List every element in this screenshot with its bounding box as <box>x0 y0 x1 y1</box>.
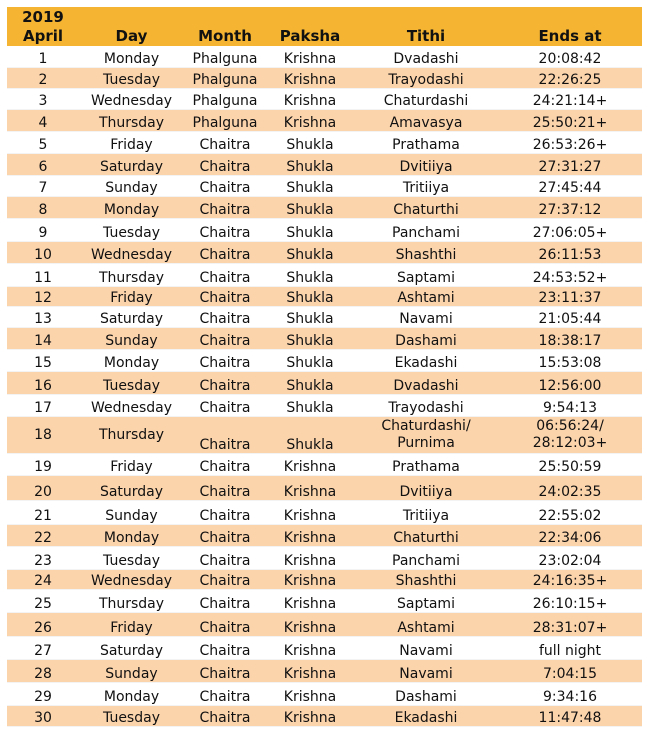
cell-month: Chaitra <box>184 175 266 196</box>
cell-day: Monday <box>79 349 184 371</box>
table-row <box>7 590 642 612</box>
cell-day: Friday <box>79 131 184 153</box>
cell-month: Phalguna <box>184 110 266 131</box>
cell-tithi: Navami <box>354 306 498 327</box>
cell-ends: 9:54:13 <box>498 394 642 416</box>
cell-ends: 23:02:04 <box>498 547 642 569</box>
cell-tithi: Panchami <box>354 547 498 569</box>
cell-month: Chaitra <box>184 286 266 306</box>
cell-day: Thursday <box>79 264 184 286</box>
cell-tithi: Trayodashi <box>354 394 498 416</box>
cell-month: Chaitra <box>184 131 266 153</box>
cell-paksha: Krishna <box>266 590 354 612</box>
cell-day: Wednesday <box>79 89 184 110</box>
cell-paksha: Krishna <box>266 660 354 682</box>
cell-tithi <box>354 416 498 453</box>
cell-paksha: Shukla <box>266 241 354 263</box>
cell-date: 10 <box>7 241 79 263</box>
cell-date: 30 <box>7 706 79 727</box>
cell-tithi: Chaturthi <box>354 196 498 218</box>
cell-ends: 25:50:59 <box>498 453 642 475</box>
cell-ends: 23:11:37 <box>498 286 642 306</box>
cell-day: Tuesday <box>79 372 184 394</box>
cell-day: Saturday <box>79 637 184 660</box>
cell-date: 12 <box>7 286 79 306</box>
cell-month: Chaitra <box>184 660 266 682</box>
panchang-table <box>7 7 642 727</box>
cell-tithi: Dashami <box>354 328 498 349</box>
cell-date: 2 <box>7 67 79 88</box>
table-row <box>7 175 642 196</box>
cell-paksha: Shukla <box>266 416 354 453</box>
cell-tithi-line1: Chaturdashi/ <box>381 417 471 434</box>
cell-ends: 22:55:02 <box>498 500 642 524</box>
cell-tithi: Prathama <box>354 131 498 153</box>
cell-day: Monday <box>79 196 184 218</box>
cell-paksha: Shukla <box>266 286 354 306</box>
cell-day: Tuesday <box>79 67 184 88</box>
cell-day: Thursday <box>79 416 184 453</box>
cell-month: Chaitra <box>184 241 266 263</box>
cell-ends: 18:38:17 <box>498 328 642 349</box>
cell-paksha: Krishna <box>266 500 354 524</box>
cell-paksha: Krishna <box>266 524 354 546</box>
table-row <box>7 453 642 475</box>
table-row <box>7 196 642 218</box>
cell-ends-line2: 28:12:03+ <box>532 434 608 451</box>
cell-month: Chaitra <box>184 453 266 475</box>
header-row <box>7 26 642 45</box>
cell-ends-line1: 06:56:24/ <box>536 417 604 434</box>
table-row <box>7 349 642 371</box>
cell-date: 14 <box>7 328 79 349</box>
cell-tithi: Dvadashi <box>354 46 498 67</box>
cell-paksha: Krishna <box>266 706 354 727</box>
cell-tithi: Dvadashi <box>354 372 498 394</box>
cell-day: Tuesday <box>79 706 184 727</box>
cell-ends: 24:16:35+ <box>498 569 642 589</box>
cell-month: Chaitra <box>184 219 266 241</box>
header-day: Day <box>79 26 184 45</box>
cell-month: Chaitra <box>184 306 266 327</box>
cell-ends: 12:56:00 <box>498 372 642 394</box>
cell-paksha: Krishna <box>266 89 354 110</box>
table-row <box>7 131 642 153</box>
table-row <box>7 637 642 660</box>
cell-tithi: Ekadashi <box>354 706 498 727</box>
table-body <box>7 7 642 727</box>
cell-ends: full night <box>498 637 642 660</box>
cell-date: 20 <box>7 476 79 500</box>
cell-date: 7 <box>7 175 79 196</box>
cell-day: Thursday <box>79 110 184 131</box>
cell-tithi: Amavasya <box>354 110 498 131</box>
table-row <box>7 476 642 500</box>
header-year-row <box>7 7 642 26</box>
cell-paksha: Krishna <box>266 637 354 660</box>
table-row <box>7 286 642 306</box>
table-row <box>7 416 642 453</box>
table-row <box>7 46 642 67</box>
cell-date: 8 <box>7 196 79 218</box>
cell-ends: 7:04:15 <box>498 660 642 682</box>
cell-tithi-line2: Purnima <box>397 434 455 451</box>
year-label: 2019 <box>7 7 79 26</box>
cell-date: 4 <box>7 110 79 131</box>
cell-month: Chaitra <box>184 706 266 727</box>
cell-date: 26 <box>7 612 79 636</box>
cell-month: Chaitra <box>184 590 266 612</box>
cell-paksha: Shukla <box>266 264 354 286</box>
cell-paksha: Krishna <box>266 476 354 500</box>
cell-tithi: Dvitiiya <box>354 154 498 175</box>
table-row <box>7 612 642 636</box>
cell-day: Monday <box>79 46 184 67</box>
cell-date: 1 <box>7 46 79 67</box>
cell-month: Chaitra <box>184 524 266 546</box>
cell-paksha: Shukla <box>266 328 354 349</box>
table-row <box>7 241 642 263</box>
cell-paksha: Shukla <box>266 196 354 218</box>
cell-day: Saturday <box>79 476 184 500</box>
cell-day: Friday <box>79 286 184 306</box>
cell-paksha: Krishna <box>266 682 354 705</box>
cell-paksha: Krishna <box>266 612 354 636</box>
cell-tithi: Shashthi <box>354 569 498 589</box>
cell-tithi: Tritiiya <box>354 500 498 524</box>
cell-date: 23 <box>7 547 79 569</box>
cell-ends: 28:31:07+ <box>498 612 642 636</box>
cell-month: Chaitra <box>184 349 266 371</box>
cell-day: Sunday <box>79 660 184 682</box>
cell-paksha: Shukla <box>266 154 354 175</box>
cell-day: Tuesday <box>79 219 184 241</box>
cell-date: 5 <box>7 131 79 153</box>
cell-month: Chaitra <box>184 264 266 286</box>
cell-paksha: Shukla <box>266 394 354 416</box>
cell-month: Phalguna <box>184 67 266 88</box>
cell-paksha: Shukla <box>266 131 354 153</box>
table-row <box>7 306 642 327</box>
cell-paksha: Krishna <box>266 67 354 88</box>
cell-date: 13 <box>7 306 79 327</box>
cell-tithi: Navami <box>354 637 498 660</box>
cell-date: 25 <box>7 590 79 612</box>
cell-tithi: Ekadashi <box>354 349 498 371</box>
cell-month: Chaitra <box>184 637 266 660</box>
table-row <box>7 372 642 394</box>
cell-paksha: Shukla <box>266 306 354 327</box>
cell-date: 11 <box>7 264 79 286</box>
cell-date: 29 <box>7 682 79 705</box>
cell-day: Monday <box>79 682 184 705</box>
cell-date: 3 <box>7 89 79 110</box>
cell-month: Chaitra <box>184 682 266 705</box>
cell-ends: 20:08:42 <box>498 46 642 67</box>
cell-paksha: Shukla <box>266 175 354 196</box>
cell-date: 19 <box>7 453 79 475</box>
cell-day: Wednesday <box>79 394 184 416</box>
cell-day: Sunday <box>79 328 184 349</box>
cell-ends: 26:53:26+ <box>498 131 642 153</box>
cell-ends: 24:02:35 <box>498 476 642 500</box>
table-row <box>7 264 642 286</box>
cell-month: Chaitra <box>184 416 266 453</box>
cell-date: 18 <box>7 416 79 453</box>
cell-ends: 24:53:52+ <box>498 264 642 286</box>
cell-tithi: Panchami <box>354 219 498 241</box>
cell-month: Chaitra <box>184 569 266 589</box>
cell-month: Chaitra <box>184 196 266 218</box>
table-row <box>7 154 642 175</box>
cell-ends: 21:05:44 <box>498 306 642 327</box>
cell-tithi: Saptami <box>354 264 498 286</box>
table-row <box>7 660 642 682</box>
cell-ends: 15:53:08 <box>498 349 642 371</box>
cell-date: 15 <box>7 349 79 371</box>
cell-ends: 22:34:06 <box>498 524 642 546</box>
cell-ends <box>498 416 642 453</box>
cell-ends: 22:26:25 <box>498 67 642 88</box>
cell-date: 9 <box>7 219 79 241</box>
cell-ends: 24:21:14+ <box>498 89 642 110</box>
cell-day: Wednesday <box>79 569 184 589</box>
cell-date: 24 <box>7 569 79 589</box>
table-row <box>7 547 642 569</box>
cell-paksha: Shukla <box>266 372 354 394</box>
cell-paksha: Shukla <box>266 349 354 371</box>
header-month: Month <box>184 26 266 45</box>
cell-month: Chaitra <box>184 547 266 569</box>
table-row <box>7 706 642 727</box>
cell-date: 16 <box>7 372 79 394</box>
table-row <box>7 328 642 349</box>
cell-paksha: Shukla <box>266 219 354 241</box>
cell-ends: 26:11:53 <box>498 241 642 263</box>
cell-paksha: Krishna <box>266 110 354 131</box>
table-row <box>7 394 642 416</box>
cell-tithi: Trayodashi <box>354 67 498 88</box>
cell-ends: 25:50:21+ <box>498 110 642 131</box>
table-row <box>7 110 642 131</box>
table-row <box>7 67 642 88</box>
table-row <box>7 219 642 241</box>
cell-ends: 27:45:44 <box>498 175 642 196</box>
cell-day: Monday <box>79 524 184 546</box>
cell-tithi: Shashthi <box>354 241 498 263</box>
cell-date: 28 <box>7 660 79 682</box>
cell-ends: 27:31:27 <box>498 154 642 175</box>
cell-month: Chaitra <box>184 612 266 636</box>
cell-month: Chaitra <box>184 154 266 175</box>
cell-day: Friday <box>79 612 184 636</box>
cell-day: Tuesday <box>79 547 184 569</box>
header-ends: Ends at <box>498 26 642 45</box>
cell-day: Saturday <box>79 306 184 327</box>
cell-tithi: Dvitiiya <box>354 476 498 500</box>
header-paksha: Paksha <box>266 26 354 45</box>
cell-date: 22 <box>7 524 79 546</box>
cell-date: 6 <box>7 154 79 175</box>
cell-paksha: Krishna <box>266 453 354 475</box>
table-row <box>7 569 642 589</box>
cell-ends: 26:10:15+ <box>498 590 642 612</box>
cell-tithi: Saptami <box>354 590 498 612</box>
cell-month: Chaitra <box>184 328 266 349</box>
table-row <box>7 524 642 546</box>
cell-tithi: Tritiiya <box>354 175 498 196</box>
header-tithi: Tithi <box>354 26 498 45</box>
table-row <box>7 500 642 524</box>
cell-month: Chaitra <box>184 476 266 500</box>
table-row <box>7 89 642 110</box>
cell-day: Wednesday <box>79 241 184 263</box>
cell-ends: 27:37:12 <box>498 196 642 218</box>
cell-tithi: Ashtami <box>354 286 498 306</box>
cell-month: Phalguna <box>184 89 266 110</box>
cell-day: Sunday <box>79 500 184 524</box>
cell-day: Thursday <box>79 590 184 612</box>
cell-month: Phalguna <box>184 46 266 67</box>
table-row <box>7 682 642 705</box>
cell-date: 27 <box>7 637 79 660</box>
header-date: April <box>7 26 79 45</box>
cell-tithi: Chaturdashi <box>354 89 498 110</box>
cell-paksha: Krishna <box>266 46 354 67</box>
cell-tithi: Chaturthi <box>354 524 498 546</box>
cell-month: Chaitra <box>184 500 266 524</box>
cell-paksha: Krishna <box>266 547 354 569</box>
cell-tithi: Ashtami <box>354 612 498 636</box>
cell-date: 17 <box>7 394 79 416</box>
cell-tithi: Navami <box>354 660 498 682</box>
cell-ends: 27:06:05+ <box>498 219 642 241</box>
cell-month: Chaitra <box>184 372 266 394</box>
cell-paksha: Krishna <box>266 569 354 589</box>
cell-tithi: Dashami <box>354 682 498 705</box>
cell-ends: 11:47:48 <box>498 706 642 727</box>
cell-month: Chaitra <box>184 394 266 416</box>
cell-ends: 9:34:16 <box>498 682 642 705</box>
cell-date: 21 <box>7 500 79 524</box>
cell-day: Sunday <box>79 175 184 196</box>
cell-day: Friday <box>79 453 184 475</box>
cell-day: Saturday <box>79 154 184 175</box>
cell-tithi: Prathama <box>354 453 498 475</box>
